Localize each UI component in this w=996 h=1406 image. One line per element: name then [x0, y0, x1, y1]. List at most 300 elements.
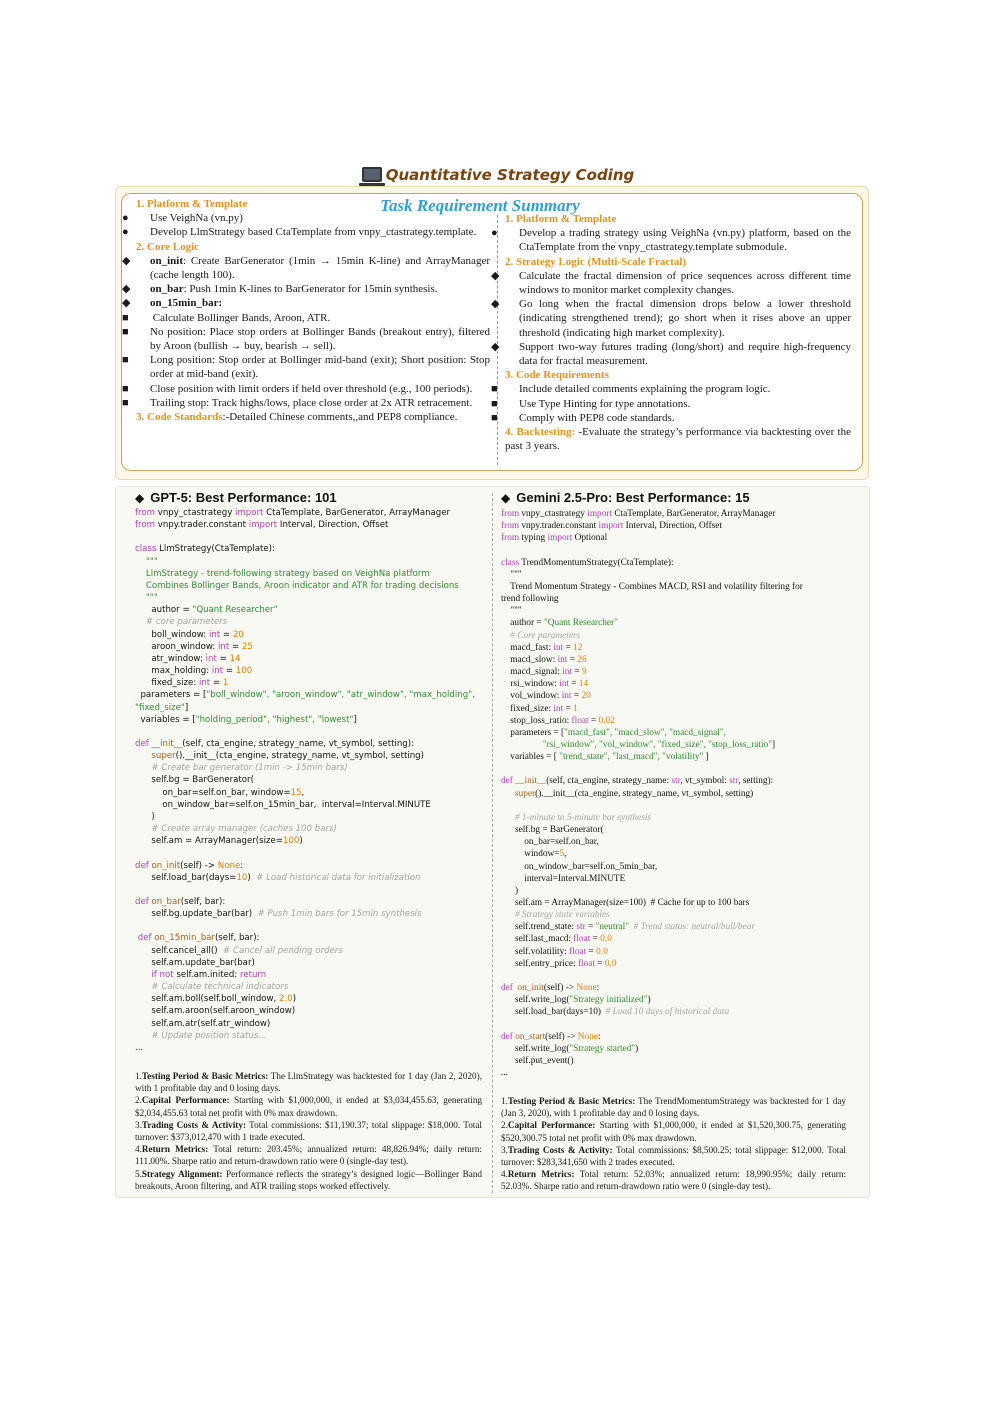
summary-label: Capital Performance:	[141, 1095, 230, 1106]
code-line	[501, 569, 803, 581]
requirement-text: Go long when the fractal dimension drops below a lower threshold (indicating strengthened trend); go short when it rises above an upper threshold (indicating high market complexity).	[519, 298, 851, 339]
code-line	[501, 690, 803, 702]
summary-label: Trading Costs & Activity:	[141, 1119, 247, 1130]
requirement-keyword: on_15min_bar:	[150, 297, 223, 310]
code-line	[501, 715, 803, 727]
code-token: LlmStrategy(CtaTemplate):	[156, 544, 275, 555]
code-token: # Load historical data for initialization	[256, 872, 421, 883]
code-token: author =	[135, 605, 193, 616]
requirement-item	[122, 382, 490, 396]
code-token: """	[501, 606, 522, 617]
code-line	[135, 677, 475, 689]
code-line	[135, 653, 475, 665]
requirement-item	[122, 311, 490, 325]
code-token: rsi_window:	[501, 679, 560, 690]
code-token: 100	[283, 836, 300, 847]
code-token: aroon_window:	[135, 641, 219, 652]
code-line	[501, 1006, 803, 1018]
code-token: "rsi_window", "vol_window", "fixed_size", "stop_loss_ratio"	[501, 739, 773, 750]
code-token: TrendMomentumStrategy(CtaTemplate):	[519, 557, 674, 568]
code-token: =	[216, 653, 230, 664]
code-token: 12	[573, 642, 583, 653]
code-token: self.am.atr(self.atr_window)	[135, 1018, 271, 1029]
code-token: def	[501, 776, 513, 787]
code-line	[501, 946, 803, 958]
requirement-keyword: on_bar	[150, 283, 184, 296]
code-token: vnpy.trader.constant	[519, 521, 599, 532]
code-token: vnpy.trader.constant	[155, 520, 249, 531]
code-token: on_bar=self.on_bar,	[501, 837, 599, 848]
requirement-item	[491, 226, 851, 254]
code-line	[501, 642, 803, 654]
code-token: class	[135, 544, 157, 555]
code-line	[501, 508, 803, 520]
code-token: typing	[519, 533, 548, 544]
code-token: """	[135, 593, 158, 604]
summary-number: 2.	[135, 1095, 142, 1106]
requirement-item	[122, 325, 490, 353]
code-line	[135, 993, 475, 1005]
code-token: )	[647, 995, 651, 1006]
code-token: stop_loss_ratio:	[501, 715, 572, 726]
requirement-item	[491, 297, 851, 340]
requirement-item	[136, 410, 490, 424]
code-token: "boll_window", "aroon_window", "atr_window", "max_holding",	[206, 690, 475, 701]
summary-item	[501, 1119, 846, 1143]
bullet-dot-icon: ●	[122, 212, 129, 225]
code-line	[135, 969, 475, 981]
code-token: int	[562, 667, 573, 678]
summary-item	[135, 1143, 482, 1167]
code-token: self.am.update_bar(bar)	[135, 957, 255, 968]
bullet-square-icon: ■	[122, 311, 129, 324]
code-token: "trend_state", "last_macd", "volatility"	[559, 752, 704, 763]
code-token: ...	[501, 1068, 508, 1079]
summary-number: 4.	[501, 1169, 508, 1180]
summary-text: Total commissions: $8,500.25; total slippage: $12,000. Total turnover: $283,341,650 with 2 trades executed.	[501, 1144, 846, 1168]
code-token: from	[135, 508, 155, 518]
summary-item	[135, 1119, 482, 1143]
bullet-dot-icon: ●	[491, 227, 498, 240]
code-token: """	[135, 556, 158, 567]
requirement-item	[505, 425, 851, 453]
summary-number: 4.	[135, 1144, 142, 1155]
code-line	[501, 703, 803, 715]
bullet-diamond-icon: ◆	[122, 297, 131, 310]
code-line	[501, 909, 803, 921]
code-token: =	[567, 654, 578, 665]
requirement-item	[491, 382, 851, 396]
code-line	[135, 908, 475, 920]
code-line	[501, 933, 803, 945]
code-token: "Strategy started"	[569, 1043, 636, 1054]
code-token	[135, 970, 151, 980]
code-token: # Trend status: neutral/bull/bear	[633, 922, 755, 933]
bullet-square-icon: ■	[491, 397, 498, 410]
summary-text: The LlmStrategy was backtested for 1 day (Jan 2, 2020), with 1 profitable day and 0 losing days.	[135, 1071, 482, 1094]
requirement-item	[491, 340, 851, 368]
code-token: "holding_period", "highest", "lowest"	[195, 714, 354, 725]
code-token: 1	[222, 678, 229, 689]
requirement-item	[505, 368, 851, 382]
requirement-item	[505, 255, 851, 269]
requirement-item	[122, 211, 490, 225]
code-token: 2.0	[279, 994, 293, 1005]
summary-text: Total commissions: $11,190.37; total slippage: $18,000. Total turnover: $373,012,470 with 1 trade executed.	[135, 1119, 482, 1143]
code-token: =	[563, 642, 574, 653]
code-token: =	[594, 958, 605, 969]
code-line	[501, 970, 803, 982]
code-token: =	[220, 629, 233, 640]
code-token: import	[587, 509, 613, 519]
code-token: self.cancel_all()	[135, 945, 224, 956]
code-line	[501, 581, 803, 593]
code-token: # Push 1min bars for 15min synthesis	[257, 909, 422, 920]
code-token: (self) ->	[543, 983, 577, 994]
code-token: =	[572, 667, 582, 678]
code-token: self.put_event()	[501, 1056, 574, 1067]
code-line	[501, 958, 803, 970]
summary-item	[501, 1095, 846, 1119]
code-token: __init__	[515, 776, 547, 787]
code-line	[501, 1055, 803, 1067]
code-line	[135, 1005, 475, 1017]
code-line	[501, 1019, 803, 1031]
section-heading: 2. Strategy Logic (Multi-Scale Fractal)	[505, 255, 687, 268]
code-line	[135, 519, 475, 531]
code-token: 1	[573, 703, 578, 714]
code-line	[135, 957, 475, 969]
code-token: # Core parameters	[501, 630, 581, 641]
code-token: )	[135, 811, 155, 822]
code-token: macd_slow:	[501, 654, 558, 665]
code-token: # Update position status...	[135, 1030, 267, 1041]
summary-item	[501, 1144, 846, 1168]
code-line	[501, 848, 803, 860]
code-token: atr_window:	[135, 653, 206, 664]
code-token: LlmStrategy - trend-following strategy based on VeighNa platform	[135, 568, 430, 579]
summary-number: 1.	[135, 1071, 142, 1081]
code-token: int	[557, 654, 568, 665]
requirement-item	[505, 212, 851, 226]
code-token: fixed_size:	[135, 678, 199, 689]
requirement-item	[122, 225, 490, 239]
summary-label: Return Metrics:	[507, 1169, 575, 1180]
code-line	[501, 861, 803, 873]
code-token: Combines Bollinger Bands, Aroon indicator and ATR for trading decisions	[135, 580, 459, 591]
code-token: def	[501, 983, 513, 994]
code-token: self.bg = BarGenerator(	[135, 775, 254, 786]
requirement-item	[122, 353, 490, 381]
requirement-text: Develop LlmStrategy based CtaTemplate from vnpy_ctastrategy.template.	[150, 226, 477, 239]
requirement-text: -Evaluate the strategy’s performance via backtesting over the past 3 years.	[505, 426, 851, 453]
code-line	[501, 654, 803, 666]
code-token: 0.02	[598, 715, 615, 726]
code-token: =	[590, 934, 601, 945]
code-token: 5	[559, 849, 565, 860]
code-token: ]	[184, 702, 189, 713]
code-token: =	[571, 691, 582, 702]
code-token: from	[501, 533, 520, 544]
requirement-text: Calculate Bollinger Bands, Aroon, ATR.	[150, 311, 331, 324]
code-token: # Calculate technical indicators	[135, 982, 289, 993]
code-line	[135, 689, 475, 701]
code-token: float	[573, 934, 591, 945]
code-token: self.last_macd:	[501, 934, 574, 945]
summary-number: 3.	[135, 1119, 142, 1130]
requirement-item	[122, 396, 490, 410]
summary-number: 3.	[501, 1144, 508, 1155]
code-token: variables = [	[135, 714, 196, 725]
bullet-square-icon: ■	[122, 325, 129, 338]
code-token: ]	[353, 714, 357, 725]
code-token: Interval, Direction, Offset	[623, 521, 723, 532]
summary-label: Strategy Alignment:	[141, 1168, 223, 1179]
code-token: ().__init__(cta_engine, strategy_name, vt_symbol, setting)	[535, 788, 754, 799]
code-line	[501, 1067, 803, 1079]
requirement-text: No position: Place stop orders at Bollinger Bands (breakout entry), filtered by Aroon (bullish → buy, bearish → sell).	[150, 325, 490, 353]
code-line	[135, 726, 475, 738]
code-token: window=	[501, 849, 560, 860]
code-token: )	[299, 836, 303, 847]
code-token: 15	[290, 787, 302, 798]
code-token: 20	[232, 629, 244, 640]
code-line	[135, 896, 475, 908]
code-token: self.am = ArrayManager(size=100) # Cache for up to 100 bars	[501, 898, 750, 908]
code-token: import	[598, 521, 624, 532]
bullet-diamond-icon: ◆	[122, 254, 131, 267]
gpt5-model-title	[135, 490, 337, 505]
code-token: super	[151, 751, 176, 762]
code-token: (self, cta_engine, strategy_name, vt_symbol, setting):	[182, 738, 414, 749]
code-token: self.entry_price:	[501, 958, 578, 969]
code-line	[501, 775, 803, 787]
code-line	[501, 812, 803, 824]
code-token: ]	[703, 752, 709, 763]
page-title-text: Quantitative Strategy Coding	[385, 166, 635, 184]
code-token: trend following	[501, 594, 559, 605]
code-line	[501, 544, 803, 556]
code-token: =	[563, 703, 574, 714]
code-line	[135, 665, 475, 677]
code-token: "Strategy initialized"	[569, 995, 648, 1006]
code-token: Interval, Direction, Offset	[277, 520, 389, 531]
code-token: , vt_symbol:	[680, 776, 730, 787]
requirement-item	[136, 240, 490, 254]
code-token: CtaTemplate, BarGenerator, ArrayManager	[612, 509, 776, 519]
diamond-icon: ◆	[501, 491, 511, 505]
code-line	[135, 568, 475, 580]
code-token: # Create bar generator (1min -> 15min bars)	[135, 763, 348, 774]
requirement-text: Close position with limit orders if held over threshold (e.g., 100 periods).	[150, 382, 473, 395]
code-token: self.bg = BarGenerator(	[501, 825, 604, 836]
code-token: float	[569, 946, 587, 957]
code-token: 0.0	[596, 946, 608, 957]
code-line	[135, 580, 475, 592]
code-token: self.write_log(	[501, 1043, 570, 1054]
summary-text: Performance reflects the strategy’s designed logic—Bollinger Band breakouts, Aroon filtering, and ATR trailing stops worked effectively.	[135, 1168, 483, 1191]
code-token: , setting):	[738, 776, 774, 787]
code-line	[135, 616, 475, 628]
code-line	[135, 945, 475, 957]
requirement-text: Include detailed comments explaining the program logic.	[519, 383, 771, 396]
code-line	[501, 1043, 803, 1055]
code-line	[135, 884, 475, 896]
code-token: str	[729, 776, 739, 787]
code-token: max_holding:	[135, 666, 212, 677]
summary-item	[135, 1168, 482, 1192]
code-token: on_init	[517, 983, 544, 994]
code-token: None	[576, 983, 597, 994]
code-token: =	[586, 946, 597, 957]
code-line	[135, 714, 475, 726]
code-line	[135, 702, 475, 714]
requirement-item	[122, 282, 490, 296]
code-token: on_bar	[151, 897, 181, 907]
code-token: 20	[581, 691, 591, 702]
code-token: self.load_bar(days=10)	[501, 1007, 606, 1018]
code-token: def	[135, 897, 149, 907]
code-token: int	[553, 703, 564, 714]
section-heading: 2. Core Logic	[136, 240, 200, 253]
code-token: self.am = ArrayManager(size=	[135, 836, 284, 847]
code-token	[135, 751, 151, 761]
code-token: Trend Momentum Strategy - Combines MACD, RSI and volatility filtering for	[501, 581, 803, 592]
section-heading: 1. Platform & Template	[136, 198, 248, 210]
code-token: # Strategy state variables	[501, 910, 610, 921]
code-token: =	[223, 666, 236, 677]
code-line	[135, 738, 475, 750]
code-line	[501, 788, 803, 800]
code-token: (self, cta_engine, strategy_name:	[546, 776, 672, 787]
code-token: 0.0	[600, 934, 612, 945]
bullet-diamond-icon: ◆	[491, 340, 500, 353]
requirement-text: : Push 1min K-lines to BarGenerator for 15min synthesis.	[183, 283, 438, 296]
code-token: variables = [	[501, 752, 560, 763]
code-line	[501, 800, 803, 812]
code-token: macd_signal:	[501, 667, 563, 678]
code-line	[135, 835, 475, 847]
code-token: """	[501, 569, 522, 580]
code-token: (self) ->	[545, 1031, 578, 1042]
code-line	[501, 885, 803, 897]
requirement-text: Use Type Hinting for type annotations.	[519, 397, 691, 410]
code-token: int	[205, 653, 217, 664]
diamond-icon: ◆	[135, 491, 145, 505]
code-token: CtaTemplate, BarGenerator, ArrayManager	[263, 508, 451, 518]
code-token: def	[501, 1031, 513, 1042]
code-token: vnpy_ctastrategy	[155, 508, 236, 518]
code-token: author =	[501, 618, 544, 629]
requirement-item	[491, 397, 851, 411]
code-line	[501, 520, 803, 532]
summary-label: Return Metrics:	[141, 1144, 209, 1155]
code-token: self.load_bar(days=	[135, 872, 237, 883]
code-token: 9	[581, 667, 587, 678]
code-line	[135, 531, 475, 543]
code-token: "Quant Researcher"	[543, 618, 618, 629]
code-token: on_init	[151, 860, 181, 871]
requirement-text: Long position: Stop order at Bollinger mid-band (exit); Short position: Stop order at mid-band (exit).	[150, 354, 490, 381]
code-token: on_bar=self.on_bar, window=	[135, 787, 291, 798]
summary-label: Trading Costs & Activity:	[507, 1144, 613, 1155]
requirement-item	[122, 296, 490, 310]
summary-text: Starting with $1,000,000, it ended at $3,034,455.63, generating $2,034,455.63 total net profit with 0% max drawdown.	[135, 1095, 483, 1118]
summary-text: The TrendMomentumStrategy was backtested for 1 day (Jan 3, 2020), with 1 profitable day and 0 losing days.	[501, 1096, 846, 1119]
code-token: macd_fast:	[501, 642, 554, 653]
code-line	[135, 787, 475, 799]
code-token: def	[137, 933, 152, 944]
code-token: on_15min_bar	[154, 933, 215, 944]
summary-item	[135, 1094, 482, 1118]
code-line	[501, 593, 803, 605]
summary-number: 5.	[135, 1168, 142, 1179]
gpt5-code-block	[135, 507, 475, 1054]
code-token: # Cancel all pending orders	[223, 945, 343, 956]
code-line	[135, 1030, 475, 1042]
code-token: int	[198, 678, 211, 689]
code-token: int	[211, 666, 224, 677]
code-token: int	[218, 641, 230, 652]
code-line	[501, 897, 803, 909]
code-token: self.bg.update_bar(bar)	[135, 909, 258, 920]
code-token: None	[577, 1031, 598, 1042]
code-token: boll_window:	[135, 629, 209, 640]
code-token: 0.0	[604, 958, 617, 969]
requirement-item	[122, 254, 490, 282]
code-line	[501, 836, 803, 848]
gemini-backtest-summary	[501, 1095, 846, 1193]
bullet-diamond-icon: ◆	[491, 269, 500, 282]
code-line	[135, 920, 475, 932]
code-line	[501, 739, 803, 751]
code-token: None	[217, 860, 241, 871]
summary-item	[135, 1070, 482, 1094]
code-line	[501, 1031, 803, 1043]
requirement-item	[491, 411, 851, 425]
code-line	[135, 774, 475, 786]
requirement-text: : Create BarGenerator (1min → 15min K-line) and ArrayManager (cache length 100).	[150, 254, 490, 282]
summary-label: Testing Period & Basic Metrics:	[507, 1096, 636, 1106]
code-token: ...	[135, 1042, 144, 1053]
code-line	[135, 750, 475, 762]
summary-number: 2.	[501, 1120, 508, 1131]
bullet-square-icon: ■	[491, 383, 498, 396]
summary-item	[501, 1168, 846, 1192]
code-token: int	[553, 642, 564, 653]
section-heading: 1. Platform & Template	[505, 213, 617, 225]
code-line	[135, 592, 475, 604]
bullet-dot-icon: ●	[122, 226, 129, 239]
code-line	[135, 629, 475, 641]
code-token: :	[597, 1031, 601, 1042]
code-token: fixed_size:	[501, 703, 554, 714]
code-line	[135, 860, 475, 872]
code-line	[501, 617, 803, 629]
requirement-item	[136, 197, 490, 211]
code-token: 14	[578, 679, 589, 690]
code-token: 26	[577, 654, 587, 665]
code-token: # 1-minute to 5-minute bar synthesis	[501, 812, 652, 823]
code-token: interval=Interval.MINUTE	[501, 873, 626, 884]
code-token: __init__	[151, 738, 183, 749]
code-token: vnpy_ctastrategy	[519, 509, 588, 519]
code-line	[501, 605, 803, 617]
code-token: from	[501, 521, 520, 532]
code-line	[501, 763, 803, 775]
code-line	[135, 1018, 475, 1030]
code-line	[135, 847, 475, 859]
